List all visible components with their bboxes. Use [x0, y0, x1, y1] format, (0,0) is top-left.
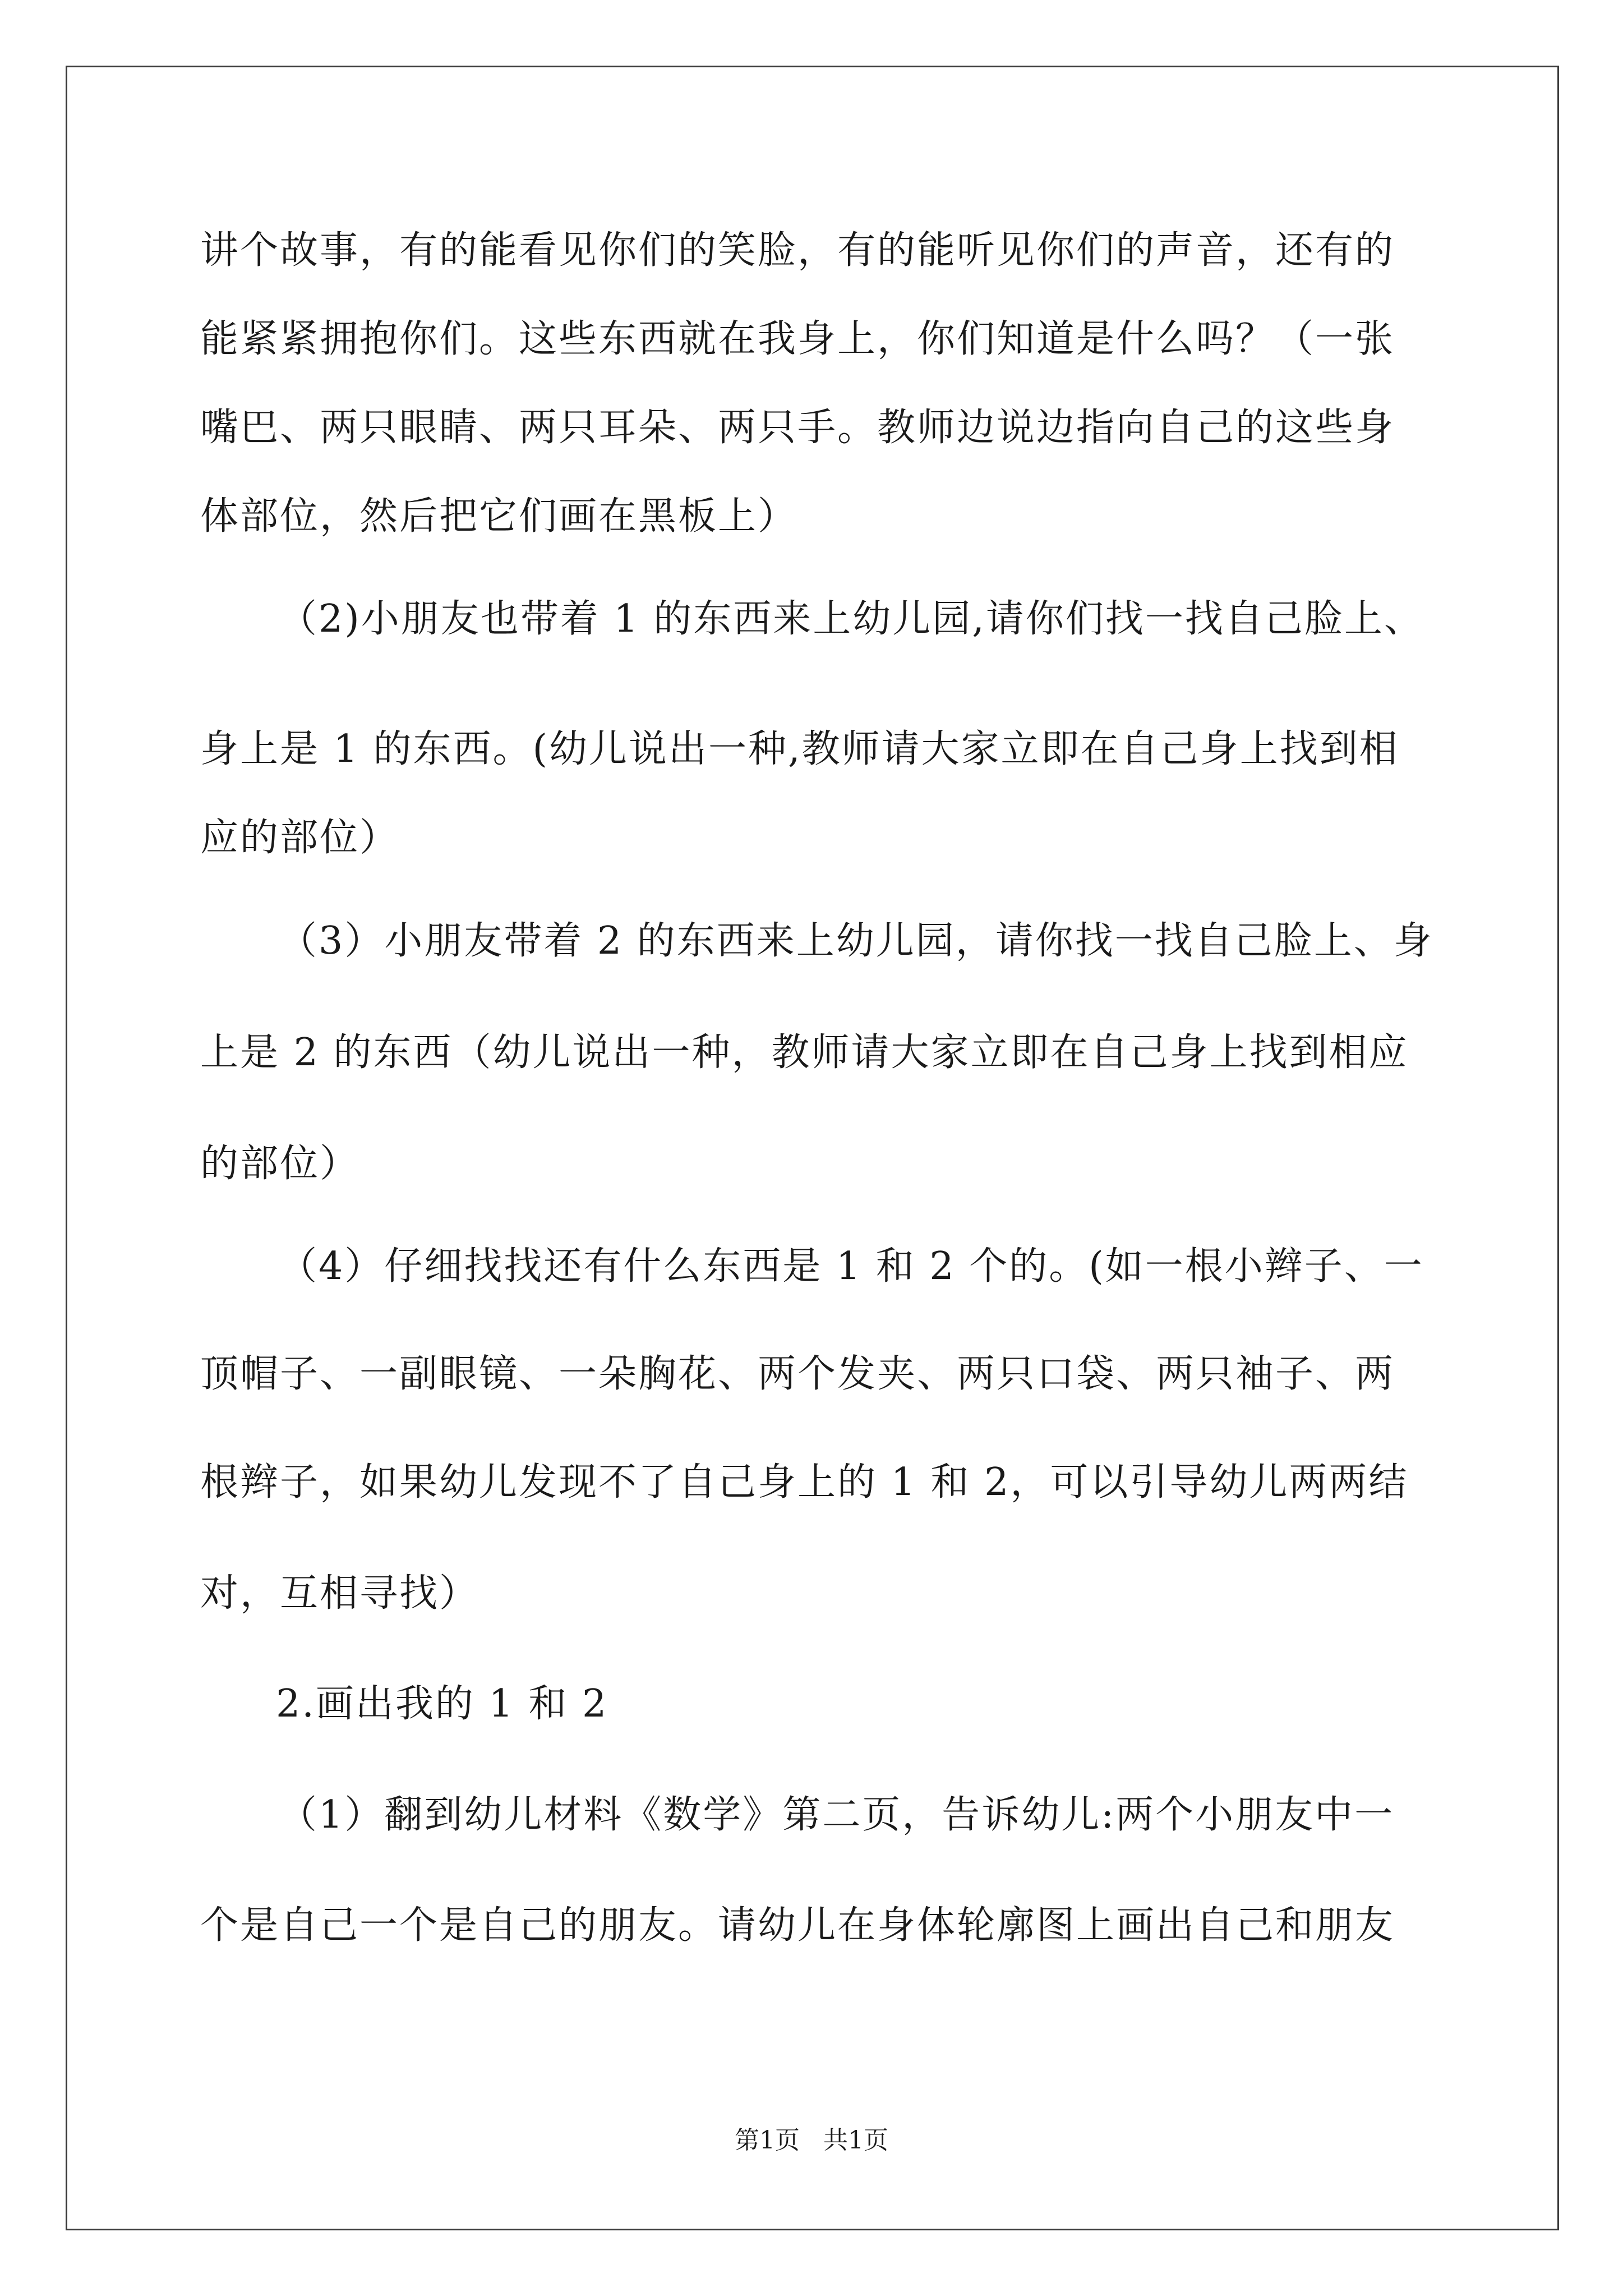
text-line: 顶帽子、一副眼镜、一朵胸花、两个发夹、两只口袋、两只袖子、两 — [200, 1352, 1395, 1396]
text-line: 应的部位） — [200, 816, 400, 860]
text-line: 能紧紧拥抱你们。这些东西就在我身上，你们知道是什么吗？（一张 — [200, 317, 1395, 361]
paragraph-first-line: （3）小朋友带着 2 的东西来上幼儿园，请你找一找自己脸上、身 — [279, 919, 1433, 963]
text-line: 嘴巴、两只眼睛、两只耳朵、两只手。教师边说边指向自己的这些身 — [200, 406, 1395, 450]
section-heading: 2.画出我的 1 和 2 — [276, 1682, 608, 1726]
text-line: 上是 2 的东西（幼儿说出一种，教师请大家立即在自己身上找到相应 — [200, 1030, 1409, 1075]
text-line: 身上是 1 的东西。(幼儿说出一种,教师请大家立即在自己身上找到相 — [200, 727, 1399, 771]
text-line: 的部位） — [200, 1142, 360, 1186]
text-line: 讲个故事，有的能看见你们的笑脸，有的能听见你们的声音，还有的 — [200, 228, 1395, 273]
paragraph-first-line: （2)小朋友也带着 1 的东西来上幼儿园,请你们找一找自己脸上、 — [279, 597, 1424, 641]
text-line: 个是自己一个是自己的朋友。请幼儿在身体轮廓图上画出自己和朋友 — [200, 1903, 1395, 1948]
paragraph-first-line: （1）翻到幼儿材料《数学》第二页，告诉幼儿:两个小朋友中一 — [279, 1793, 1395, 1837]
page-number-footer: 第1页 共1页 — [735, 2126, 888, 2155]
text-line: 根辫子，如果幼儿发现不了自己身上的 1 和 2，可以引导幼儿两两结 — [200, 1460, 1409, 1504]
paragraph-first-line: （4）仔细找找还有什么东西是 1 和 2 个的。(如一根小辫子、一 — [279, 1244, 1424, 1289]
text-line: 体部位，然后把它们画在黑板上） — [200, 494, 798, 539]
text-line: 对，互相寻找） — [200, 1571, 479, 1616]
